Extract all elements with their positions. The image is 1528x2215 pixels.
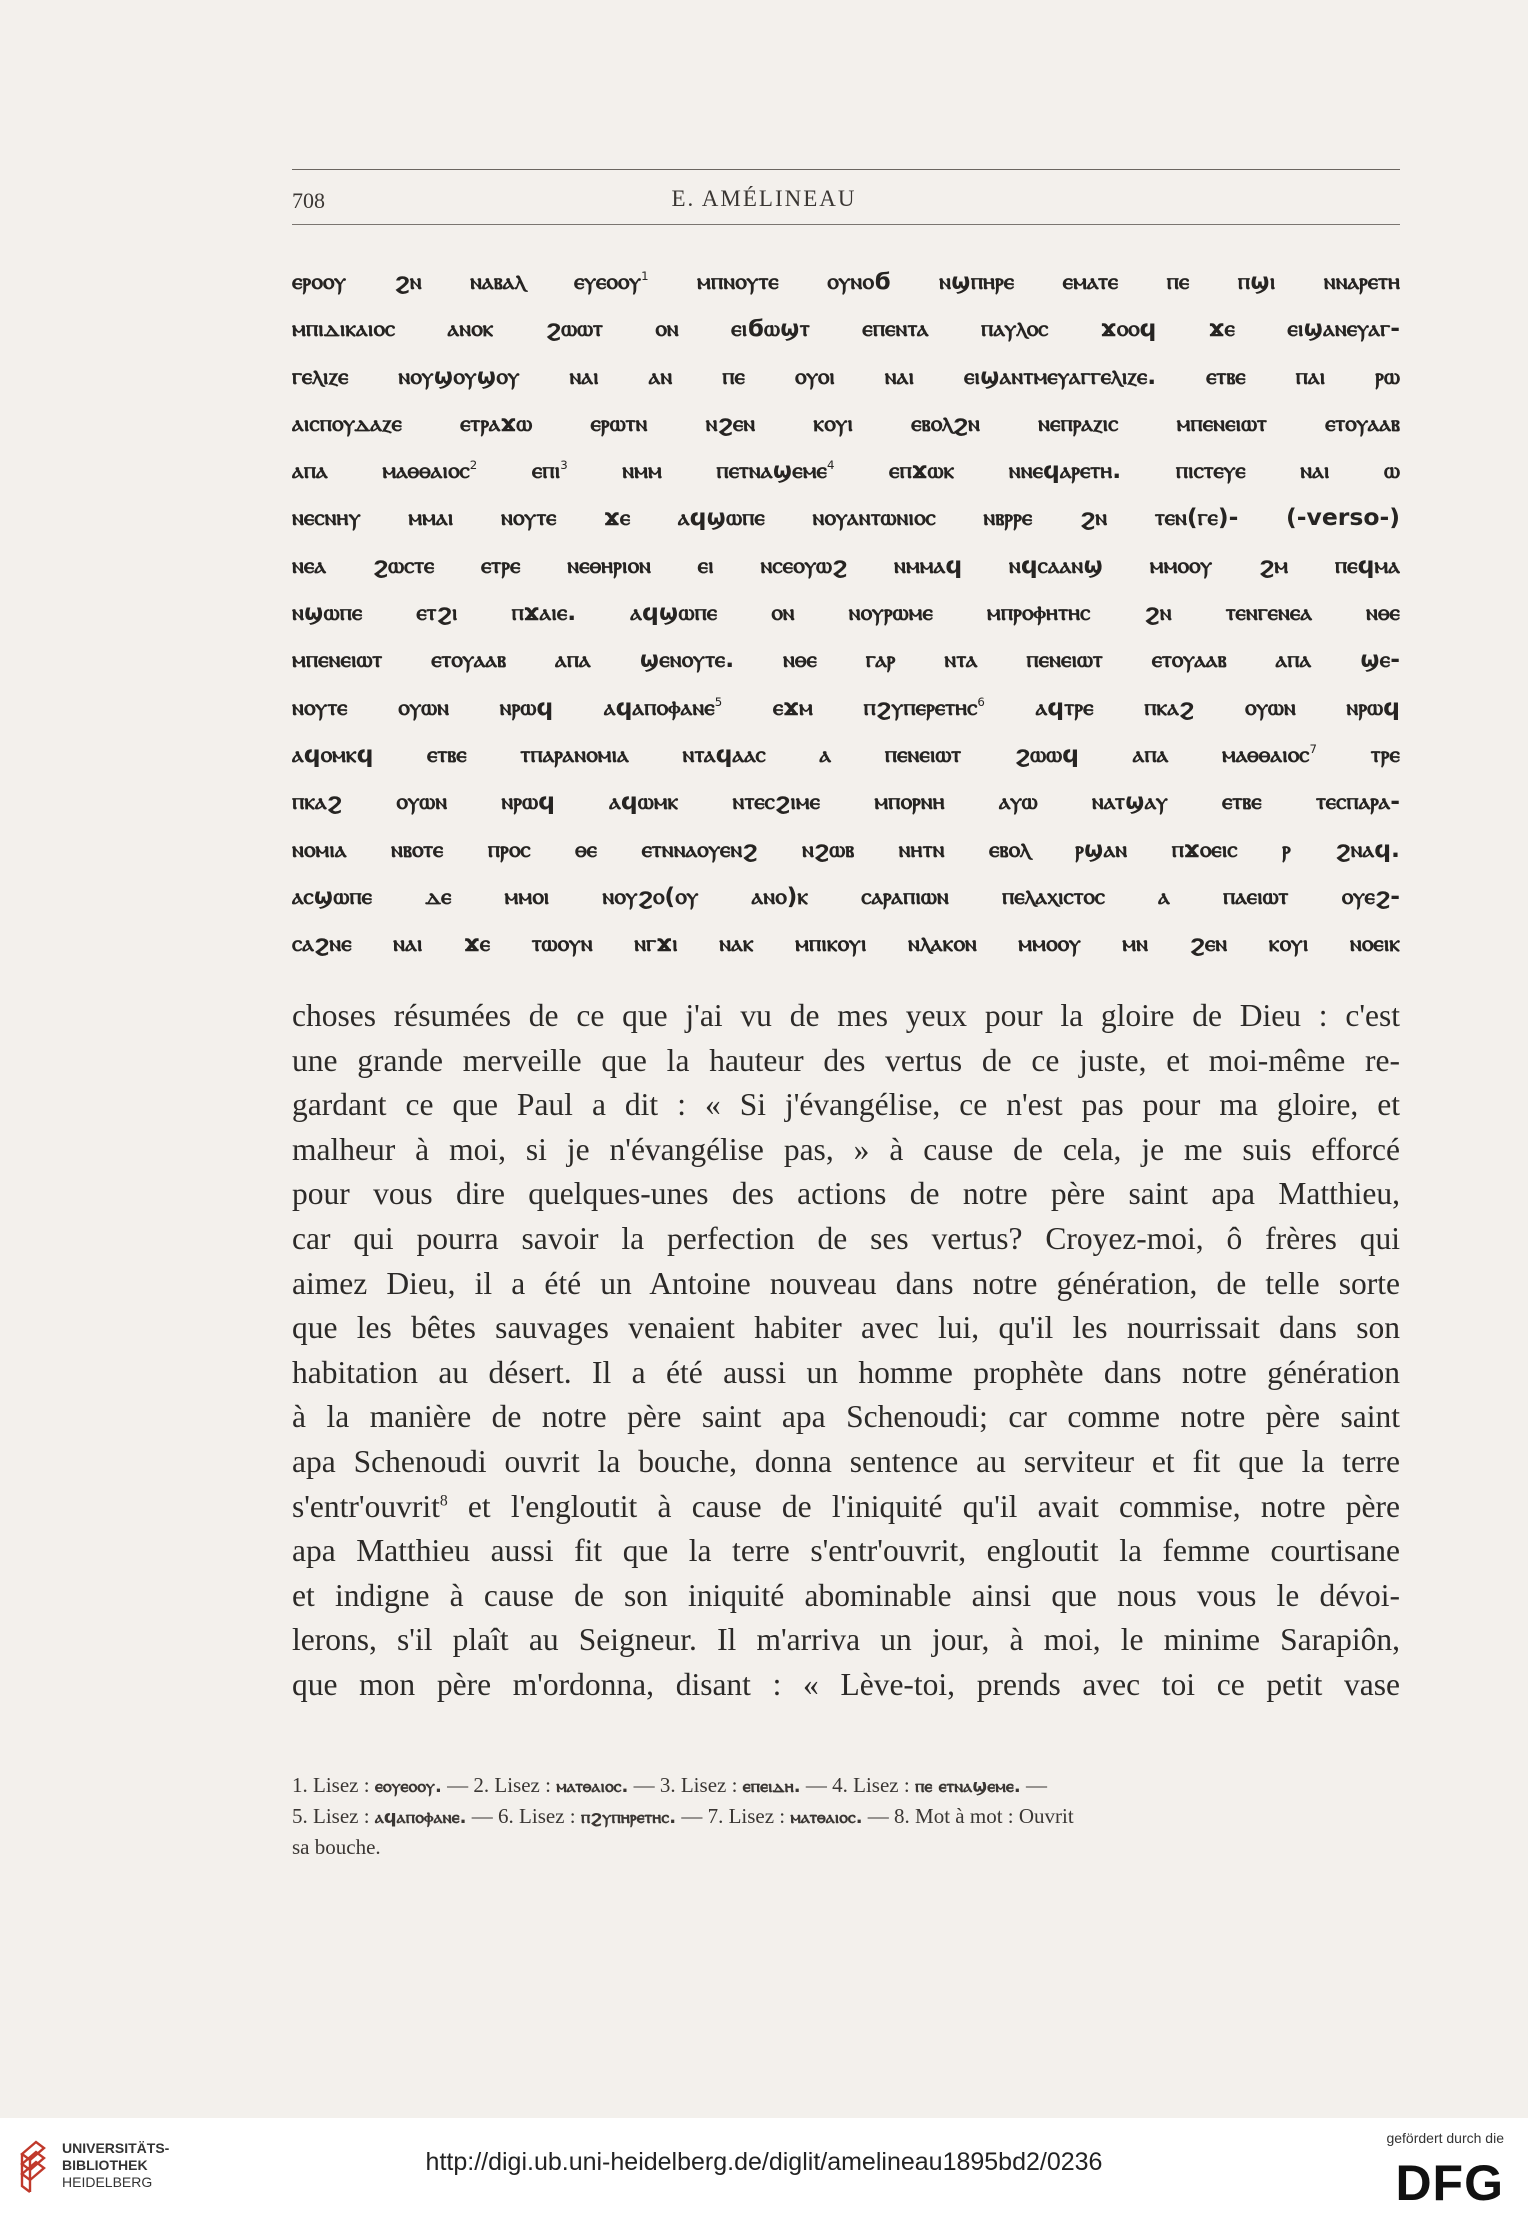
translation-line: et indigne à cause de son iniquité abominable ainsi que nous vous le dévoi- bbox=[292, 1577, 1400, 1613]
coptic-line: ⲁⲥϣⲱⲡⲉ ⲇⲉ ⲙⲙⲟⲓ ⲛⲟⲩϩⲟ(ⲟⲩ ⲁⲛⲟ)ⲕ ⲥⲁⲣⲁⲡⲓⲱⲛ ⲡⲉⲗⲁⲭⲓⲥⲧⲟⲥ ⲁ ⲡⲁⲉⲓⲱⲧ ⲟⲩⲉϩ- bbox=[292, 881, 1400, 910]
footnote-line: sa bouche. bbox=[292, 1835, 381, 1859]
translation-line: choses résumées de ce que j'ai vu de mes yeux pour la gloire de Dieu : c'est bbox=[292, 998, 1400, 1033]
translation-line: s'entr'ouvrit$^8$ et l'engloutit à cause de l'iniquité qu'il avait commise, notre père bbox=[292, 1488, 1400, 1524]
coptic-line: ⲛⲟⲩⲧⲉ ⲟⲩⲱⲛ ⲛⲣⲱϥ ⲁϥⲁⲡⲟⲫⲁⲛⲉ$^5$ ⲉϫⲙ ⲡϩⲩⲡⲉⲣⲉⲧⲏⲥ$^6$ ⲁϥⲧⲣⲉ ⲡⲕⲁϩ ⲟⲩⲱⲛ ⲛⲣⲱϥ bbox=[292, 692, 1400, 721]
digitization-footer bbox=[0, 2118, 1528, 2215]
dfg-logo: DFG bbox=[1395, 2155, 1504, 2211]
library-name: UNIVERSITÄTS- BIBLIOTHEK HEIDELBERG bbox=[62, 2140, 170, 2190]
coptic-line: ⲁⲡⲁ ⲙⲁⲑⲑⲁⲓⲟⲥ$^2$ ⲉⲡⲓ$^3$ ⲛⲙⲙ ⲡⲉⲧⲛⲁϣⲉⲙⲉ$^4$ ⲉⲡϫⲱⲕ ⲛⲛⲉϥⲁⲣⲉⲧⲏ. ⲡⲓⲥⲧⲉⲩⲉ ⲛⲁⲓ ⲱ bbox=[292, 456, 1400, 485]
translation-line: habitation au désert. Il a été aussi un homme prophète dans notre génération bbox=[292, 1354, 1400, 1390]
footnote-ref: 8 bbox=[439, 1492, 448, 1510]
source-url-link[interactable]: http://digi.ub.uni-heidelberg.de/diglit/amelineau1895bd2/0236 bbox=[425, 2148, 1103, 2176]
translation-line: apa Matthieu aussi fit que la terre s'entr'ouvrit, engloutit la femme courtisane bbox=[292, 1533, 1400, 1569]
coptic-line: ⲙⲡⲓⲇⲓⲕⲁⲓⲟⲥ ⲁⲛⲟⲕ ϩⲱⲱⲧ ⲟⲛ ⲉⲓϭⲱϣⲧ ⲉⲡⲉⲛⲧⲁ ⲡⲁⲩⲗⲟⲥ ϫⲟⲟϥ ϫⲉ ⲉⲓϣⲁⲛⲉⲩⲁⲅ- bbox=[292, 314, 1400, 343]
coptic-line: ⲙⲡⲉⲛⲉⲓⲱⲧ ⲉⲧⲟⲩⲁⲁⲃ ⲁⲡⲁ ϣⲉⲛⲟⲩⲧⲉ. ⲛⲑⲉ ⲅⲁⲣ ⲛⲧⲁ ⲡⲉⲛⲉⲓⲱⲧ ⲉⲧⲟⲩⲁⲁⲃ ⲁⲡⲁ ϣⲉ- bbox=[292, 645, 1400, 674]
coptic-line: ⲁⲓⲥⲡⲟⲩⲇⲁⲍⲉ ⲉⲧⲣⲁϫⲱ ⲉⲣⲱⲧⲛ ⲛϩⲉⲛ ⲕⲟⲩⲓ ⲉⲃⲟⲗϩⲛ ⲛⲉⲡⲣⲁⲍⲓⲥ ⲙⲡⲉⲛⲉⲓⲱⲧ ⲉⲧⲟⲩⲁⲁⲃ bbox=[292, 408, 1400, 437]
coptic-line: ⲅⲉⲗⲓⲍⲉ ⲛⲟⲩϣⲟⲩϣⲟⲩ ⲛⲁⲓ ⲁⲛ ⲡⲉ ⲟⲩⲟⲓ ⲛⲁⲓ ⲉⲓϣⲁⲛⲧⲙⲉⲩⲁⲅⲅⲉⲗⲓⲍⲉ. ⲉⲧⲃⲉ ⲡⲁⲓ ⲣⲱ bbox=[292, 361, 1400, 390]
running-title: E. AMÉLINEAU bbox=[671, 186, 857, 211]
coptic-line: ⲛⲉⲁ ϩⲱⲥⲧⲉ ⲉⲧⲣⲉ ⲛⲉⲑⲏⲣⲓⲟⲛ ⲉⲓ ⲛⲥⲉⲟⲩⲱϩ ⲛⲙⲙⲁϥ ⲛϥⲥⲁⲁⲛϣ ⲙⲙⲟⲟⲩ ϩⲙ ⲡⲉϥⲙⲁ bbox=[292, 550, 1400, 579]
coptic-line: ⲉⲣⲟⲟⲩ ϩⲛ ⲛⲁⲃⲁⲗ ⲉⲩⲉⲟⲟⲩ$^1$ ⲙⲡⲛⲟⲩⲧⲉ ⲟⲩⲛⲟϭ ⲛϣⲡⲏⲣⲉ ⲉⲙⲁⲧⲉ ⲡⲉ ⲡϣⲓ ⲛⲛⲁⲣⲉⲧⲏ bbox=[292, 267, 1400, 295]
coptic-line: ⲁϥⲟⲙⲕϥ ⲉⲧⲃⲉ ⲧⲡⲁⲣⲁⲛⲟⲙⲓⲁ ⲛⲧⲁϥⲁⲁⲥ ⲁ ⲡⲉⲛⲉⲓⲱⲧ ϩⲱⲱϥ ⲁⲡⲁ ⲙⲁⲑⲑⲁⲓⲟⲥ$^7$ ⲧⲣⲉ bbox=[292, 739, 1400, 768]
coptic-line: ⲛⲟⲙⲓⲁ ⲛⲃⲟⲧⲉ ⲡⲣⲟⲥ ⲑⲉ ⲉⲧⲛⲛⲁⲟⲩⲉⲛϩ ⲛϩⲱⲃ ⲛⲏⲧⲛ ⲉⲃⲟⲗ ⲣϣⲁⲛ ⲡϫⲟⲉⲓⲥ ⲣ ϩⲛⲁϥ. bbox=[292, 834, 1400, 863]
coptic-text-block bbox=[292, 258, 1400, 967]
header-underline bbox=[292, 224, 1400, 225]
footnote-line: 1. Lisez : ⲉⲟⲩⲉⲟⲟⲩ. — 2. Lisez : ⲙⲁⲧⲑⲁⲓⲟⲥ. — 3. Lisez : ⲉⲡⲉⲓⲇⲏ. — 4. Lisez : ⲡⲉ ⲉⲧⲛⲁϣⲉⲙⲉ. — bbox=[292, 1773, 1047, 1797]
translation-line: gardant ce que Paul a dit : « Si j'évangélise, ce n'est pas pour ma gloire, et bbox=[292, 1087, 1400, 1123]
translation-line: aimez Dieu, il a été un Antoine nouveau dans notre génération, de telle sorte bbox=[292, 1265, 1400, 1301]
translation-line: malheur à moi, si je n'évangélise pas, » à cause de cela, je me suis efforcé bbox=[292, 1131, 1400, 1167]
coptic-line: ⲛϣⲱⲡⲉ ⲉⲧϩⲓ ⲡϫⲁⲓⲉ. ⲁϥϣⲱⲡⲉ ⲟⲛ ⲛⲟⲩⲣⲱⲙⲉ ⲙⲡⲣⲟⲫⲏⲧⲏⲥ ϩⲛ ⲧⲉⲛⲅⲉⲛⲉⲁ ⲛⲑⲉ bbox=[292, 598, 1400, 627]
translation-line: car qui pourra savoir la perfection de ses vertus? Croyez-moi, ô frères qui bbox=[292, 1220, 1400, 1256]
translation-line: apa Schenoudi ouvrit la bouche, donna sentence au serviteur et fit que la terre bbox=[292, 1443, 1400, 1479]
translation-line: pour vous dire quelques-unes des actions de notre père saint apa Matthieu, bbox=[292, 1176, 1400, 1212]
footnotes bbox=[292, 1770, 1400, 1863]
translation-line: que les bêtes sauvages venaient habiter avec lui, qu'il les nourrissait dans son bbox=[292, 1310, 1400, 1346]
translation-line: lerons, s'il plaît au Seigneur. Il m'arriva un jour, à moi, le minime Sarapiôn, bbox=[292, 1622, 1400, 1658]
coptic-line: ⲥⲁϩⲛⲉ ⲛⲁⲓ ϫⲉ ⲧⲱⲟⲩⲛ ⲛⲅϫⲓ ⲛⲁⲕ ⲙⲡⲓⲕⲟⲩⲓ ⲛⲗⲁⲕⲟⲛ ⲙⲙⲟⲟⲩ ⲙⲛ ϩⲉⲛ ⲕⲟⲩⲓ ⲛⲟⲉⲓⲕ bbox=[292, 929, 1400, 958]
coptic-line: ⲡⲕⲁϩ ⲟⲩⲱⲛ ⲛⲣⲱϥ ⲁϥⲱⲙⲕ ⲛⲧⲉⲥϩⲓⲙⲉ ⲙⲡⲟⲣⲛⲏ ⲁⲩⲱ ⲛⲁⲧϣⲁⲩ ⲉⲧⲃⲉ ⲧⲉⲥⲡⲁⲣⲁ- bbox=[292, 787, 1400, 816]
translation-line: à la manière de notre père saint apa Schenoudi; car comme notre père saint bbox=[292, 1399, 1400, 1435]
header-rule bbox=[292, 169, 1400, 170]
footnote-line: 5. Lisez : ⲁϥⲁⲡⲟⲫⲁⲛⲉ. — 6. Lisez : ⲡϩⲩⲡⲏⲣⲉⲧⲏⲥ. — 7. Lisez : ⲙⲁⲧⲑⲁⲓⲟⲥ. — 8. Mot à mot : Ouvrit bbox=[292, 1804, 1074, 1828]
french-translation bbox=[292, 994, 1400, 1708]
page-number: 708 bbox=[292, 188, 325, 213]
coptic-line: ⲛⲉⲥⲛⲏⲩ ⲙⲙⲁⲓ ⲛⲟⲩⲧⲉ ϫⲉ ⲁϥϣⲱⲡⲉ ⲛⲟⲩⲁⲛⲧⲱⲛⲓⲟⲥ ⲛⲃⲣⲣⲉ ϩⲛ ⲧⲉⲛ(ⲅⲉ)- (-verso-) bbox=[292, 503, 1400, 532]
translation-line: une grande merveille que la hauteur des vertus de ce juste, et moi-même re- bbox=[292, 1042, 1400, 1078]
translation-line: que mon père m'ordonna, disant : « Lève-toi, prends avec toi ce petit vase bbox=[292, 1666, 1400, 1702]
funding-label: gefördert durch die bbox=[1386, 2130, 1504, 2146]
